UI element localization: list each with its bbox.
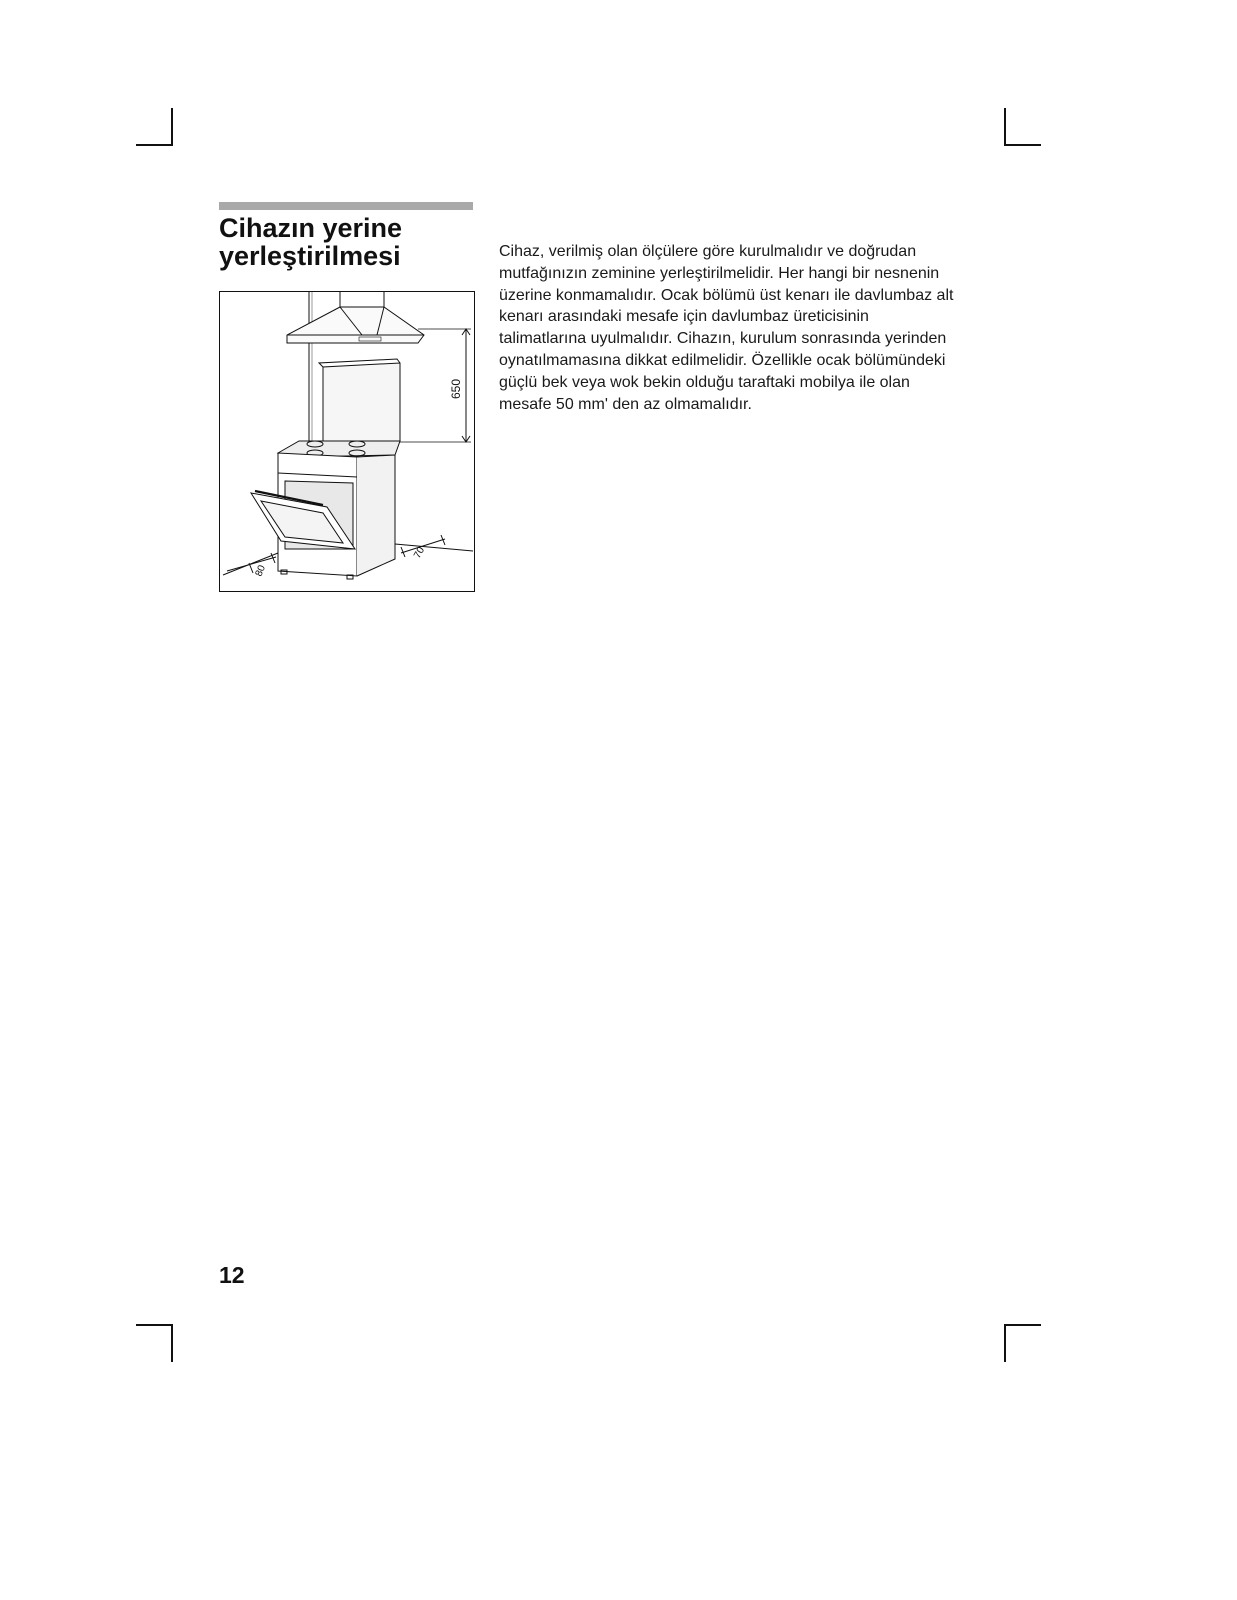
page-number: 12 (219, 1262, 245, 1288)
crop-mark-top-left-vertical (171, 108, 173, 146)
installation-paragraph: Cihaz, verilmiş olan ölçülere göre kurulmalıdır ve doğrudan mutfağınızın zeminine yerleştirilmelidir. Her hangi bir nesnenin üzerine konmamalıdır. Ocak bölümü üst kenarı ile davlumbaz alt kenarı arasındaki mesafe için davlumbaz üreticisinin talimatlarına uyulmalıdır. Cihazın, kurulum sonrasında yerinden oynatılmamasına dikkat edilmelidir. Özellikle ocak bölümündeki güçlü bek veya wok bekin olduğu taraftaki mobilya ile olan mesafe 50 mm' den az olmamalıdır. (499, 243, 954, 413)
section-rule (219, 202, 473, 210)
section-title (219, 214, 479, 270)
dimension-label-650: 650 (449, 378, 463, 399)
section-title-line-2: yerleştirilmesi (219, 241, 401, 271)
crop-mark-top-right-vertical (1004, 108, 1006, 146)
dimension-label-80: 80 (253, 563, 268, 579)
section-title-line-1: Cihazın yerine (219, 213, 403, 243)
splash-panel (323, 363, 400, 441)
crop-mark-top-left-horizontal (136, 144, 173, 146)
installation-diagram (219, 291, 475, 592)
crop-mark-bottom-left-horizontal (136, 1324, 173, 1326)
crop-mark-bottom-right-vertical (1004, 1324, 1006, 1362)
crop-mark-bottom-left-vertical (171, 1324, 173, 1362)
crop-mark-bottom-right-horizontal (1004, 1324, 1041, 1326)
dimension-label-70: 70 (412, 545, 428, 561)
crop-mark-top-right-horizontal (1004, 144, 1041, 146)
